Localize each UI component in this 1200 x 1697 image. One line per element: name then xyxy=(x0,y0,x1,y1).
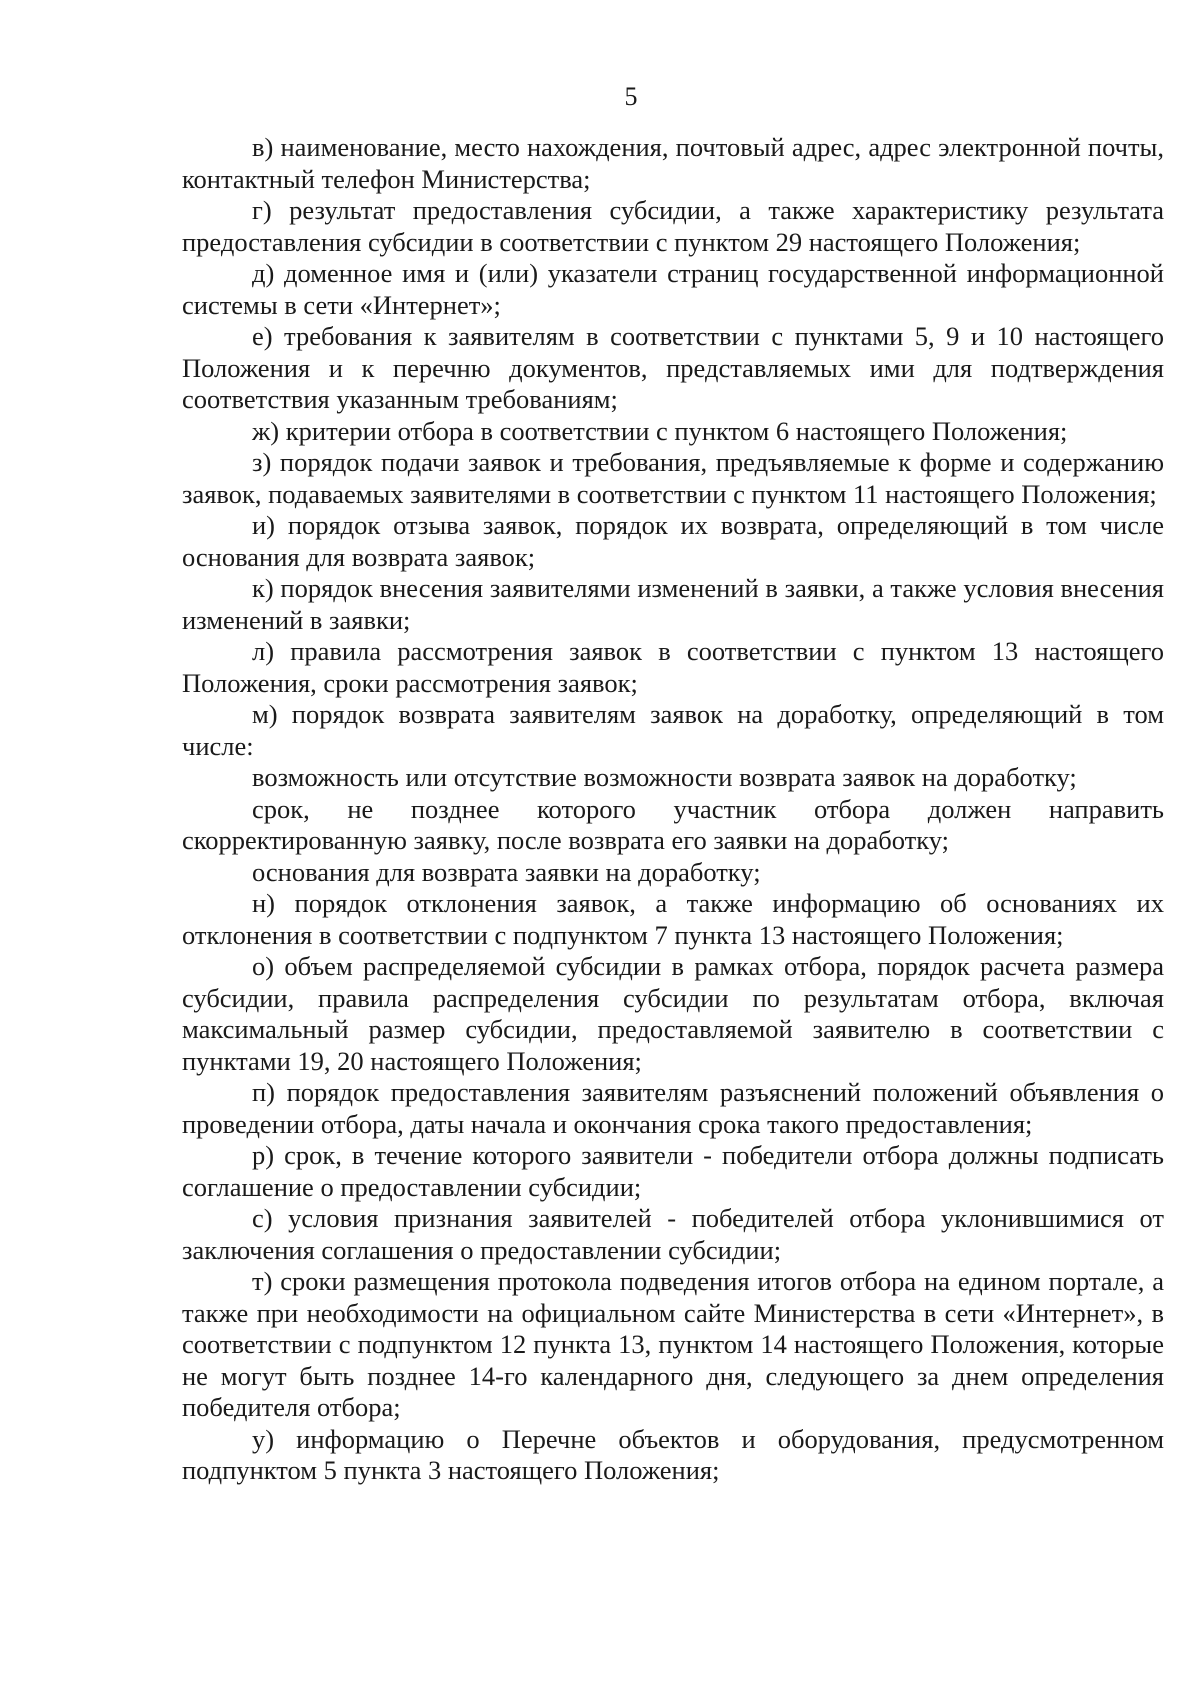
paragraph-o: о) объем распределяемой субсидии в рамках отбора, порядок расчета размера субсидии, правила распределения субсидии по результатам отбора, включая максимальный размер субсидии, предоставляемой заявителю в соответствии с пунктами 19, 20 настоящего Положения; xyxy=(182,951,1164,1076)
paragraph-p: п) порядок предоставления заявителям разъяснений положений объявления о проведении отбора, даты начала и окончания срока такого предоставления; xyxy=(182,1077,1164,1139)
paragraph-m-item-1: возможность или отсутствие возможности возврата заявок на доработку; xyxy=(252,762,1077,792)
paragraph-n: н) порядок отклонения заявок, а также информацию об основаниях их отклонения в соответствии с подпунктом 7 пункта 13 настоящего Положения; xyxy=(182,888,1164,950)
paragraph-t: т) сроки размещения протокола подведения итогов отбора на едином портале, а также при необходимости на официальном сайте Министерства в сети «Интернет», в соответствии с подпунктом 12 пункта 13, пунктом 14 настоящего Положения, которые не могут быть позднее 14-го календарного дня, следующего за днем определения победителя отбора; xyxy=(182,1266,1164,1422)
paragraph-u: у) информацию о Перечне объектов и оборудования, предусмотренном подпунктом 5 пункта 3 настоящего Положения; xyxy=(182,1423,1164,1485)
paragraph-r: р) срок, в течение которого заявители - победители отбора должны подписать соглашение о предоставлении субсидии; xyxy=(182,1140,1164,1202)
paragraph-g: г) результат предоставления субсидии, а также характеристику результата предоставления субсидии в соответствии с пунктом 29 настоящего Положения; xyxy=(182,195,1164,257)
paragraph-d: д) доменное имя и (или) указатели страниц государственной информационной системы в сети «Интернет»; xyxy=(182,258,1164,320)
paragraph-m-item-2: срок, не позднее которого участник отбора должен направить скорректированную заявку, после возврата его заявки на доработку; xyxy=(182,793,1164,855)
paragraph-m: м) порядок возврата заявителям заявок на доработку, определяющий в том числе: xyxy=(182,699,1164,761)
document-body xyxy=(182,132,1164,1487)
paragraph-z: з) порядок подачи заявок и требования, предъявляемые к форме и содержанию заявок, подаваемых заявителями в соответствии с пунктом 11 настоящего Положения; xyxy=(182,447,1164,509)
paragraph-e: е) требования к заявителям в соответствии с пунктами 5, 9 и 10 настоящего Положения и к перечню документов, представляемых ими для подтверждения соответствия указанным требованиям; xyxy=(182,321,1164,414)
paragraph-s: с) условия признания заявителей - победителей отбора уклонившимися от заключения соглашения о предоставлении субсидии; xyxy=(182,1203,1164,1265)
paragraph-i: и) порядок отзыва заявок, порядок их возврата, определяющий в том числе основания для возврата заявок; xyxy=(182,510,1164,572)
paragraph-l: л) правила рассмотрения заявок в соответствии с пунктом 13 настоящего Положения, сроки рассмотрения заявок; xyxy=(182,636,1164,698)
paragraph-m-item-3: основания для возврата заявки на доработку; xyxy=(252,856,761,887)
paragraph-k: к) порядок внесения заявителями изменений в заявки, а также условия внесения изменений в заявки; xyxy=(182,573,1164,635)
paragraph-zh: ж) критерии отбора в соответствии с пунктом 6 настоящего Положения; xyxy=(252,415,1068,446)
page-number: 5 xyxy=(624,82,638,111)
paragraph-v: в) наименование, место нахождения, почтовый адрес, адрес электронной почты, контактный телефон Министерства; xyxy=(182,132,1164,194)
